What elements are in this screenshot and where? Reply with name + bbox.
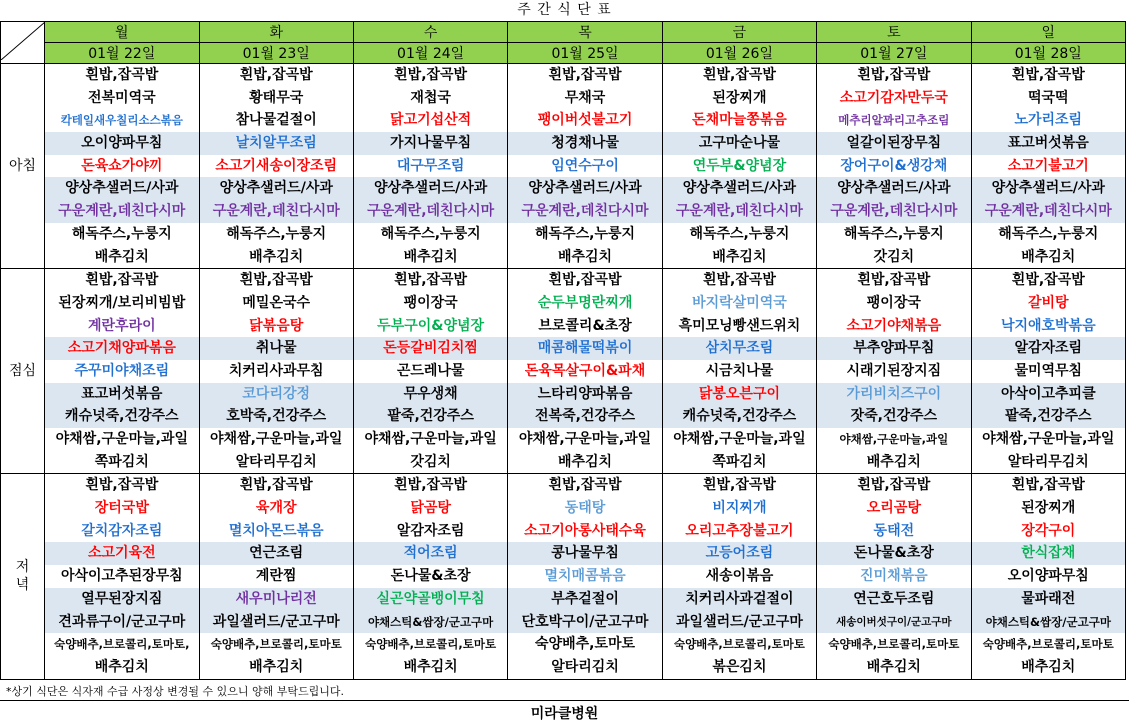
- menu-item: 흰밥,잡곡밥: [1011, 67, 1085, 83]
- menu-cell: [971, 269, 1125, 474]
- day-date: 01월 25일: [508, 43, 662, 64]
- menu-item: 노가리조림: [1014, 112, 1083, 129]
- menu-item: 대구무조림: [396, 157, 465, 174]
- menu-cell: [662, 64, 816, 269]
- menu-item: 배추김치: [249, 248, 304, 265]
- menu-item: 야채쌈,구운마늘,과일: [673, 431, 806, 447]
- menu-item: 얼갈이된장무침: [817, 132, 970, 155]
- menu-item: 떡국떡: [1027, 89, 1069, 106]
- menu-item: 흰밥,잡곡밥: [857, 67, 931, 83]
- menu-item: 배추김치: [712, 248, 767, 265]
- menu-cell: [662, 269, 816, 474]
- menu-item: 숙양배추,브로콜리,토마토: [673, 637, 805, 652]
- menu-item: 고구마순나물: [663, 132, 816, 155]
- menu-item: 느타리양파볶음: [508, 383, 661, 406]
- menu-cell: [817, 269, 971, 474]
- menu-item: 흰밥,잡곡밥: [239, 477, 313, 494]
- menu-item: 쪽파김치: [94, 453, 149, 470]
- page-title: 주 간 식 단 표: [517, 2, 612, 18]
- notice-text: *상기 식단은 식자재 수급 사정상 변경될 수 있으니 양해 부탁드립니다.: [6, 685, 344, 698]
- menu-item: 시래기된장지짐: [846, 362, 942, 379]
- menu-item: 부추양파무침: [817, 337, 970, 360]
- menu-item: 아삭이고추된장무침: [60, 568, 183, 585]
- menu-item: 물파래전: [972, 588, 1125, 611]
- menu-item: 알타리김치: [551, 658, 619, 675]
- menu-item: 실곤약골뱅이무침: [354, 588, 507, 611]
- menu-item: 갓김치: [410, 453, 451, 470]
- menu-item: 부추겉절이: [508, 588, 661, 611]
- menu-item: 야채쌈,구운마늘,과일: [518, 431, 652, 447]
- menu-item: 닭곰탕: [410, 500, 451, 517]
- menu-item: 취나물: [200, 337, 353, 360]
- menu-item: 호박죽,건강주스: [200, 405, 353, 428]
- menu-item: 흰밥,잡곡밥: [548, 477, 622, 494]
- menu-item: 황태무국: [249, 89, 304, 106]
- menu-item: 양상추샐러드/사과: [354, 177, 507, 200]
- menu-item: 삼치무조림: [663, 337, 816, 360]
- menu-item: 오이양파무침: [45, 132, 198, 155]
- menu-item: 견과류구이/군고구마: [45, 611, 198, 634]
- menu-item: 배추김치: [403, 658, 458, 675]
- menu-item: 새송이볶음: [705, 568, 774, 585]
- menu-item: 주꾸미야채조림: [74, 362, 170, 379]
- menu-item: 전복미역국: [88, 89, 156, 106]
- menu-item: 소고기아롱사태수육: [524, 522, 646, 539]
- menu-item: 알타리무김치: [1007, 453, 1089, 470]
- menu-item: 장터국밥: [94, 500, 149, 517]
- menu-item: 적어조림: [354, 542, 507, 565]
- meal-label-text: 저 녁: [15, 559, 30, 594]
- day-name: 목: [508, 22, 662, 43]
- menu-item: 칵테일새우칠리소스볶음: [60, 113, 183, 128]
- menu-item: 동태탕: [564, 500, 606, 517]
- menu-item: 돈육쇼가야끼: [81, 157, 163, 174]
- menu-item: 돈채마늘쫑볶음: [692, 112, 787, 129]
- menu-item: 진미채볶음: [860, 568, 928, 585]
- menu-item: 콩나물무침: [508, 542, 661, 565]
- menu-item: 닭볶음탕: [249, 317, 304, 334]
- menu-item: 임연수구이: [551, 157, 619, 174]
- meal-row: [1, 64, 1126, 269]
- day-name: 월: [45, 22, 199, 43]
- menu-item: 숙양배추,토마토: [535, 636, 636, 653]
- menu-item: 해독주스,누룽지: [689, 225, 790, 242]
- menu-item: 아삭이고추피클: [972, 383, 1125, 406]
- menu-item: 양상추샐러드/사과: [972, 177, 1125, 200]
- menu-cell: [45, 269, 199, 474]
- menu-item: 무채국: [564, 89, 606, 106]
- menu-item: 구운계란,데친다시마: [354, 200, 507, 223]
- menu-item: 배추김치: [403, 248, 458, 265]
- menu-item: 흰밥,잡곡밥: [702, 67, 776, 83]
- meal-row: [1, 474, 1126, 679]
- menu-item: 숙양배추,브로콜리,토마토: [365, 637, 497, 652]
- menu-item: 숙양배추,브로콜리,토마토: [210, 637, 342, 652]
- menu-item: 돈등갈비김치찜: [354, 337, 507, 360]
- menu-item: 메밀온국수: [242, 294, 311, 311]
- menu-item: 야채스틱&쌈장/군고구마: [972, 611, 1125, 634]
- menu-item: 야채쌈,구운마늘,과일: [55, 431, 188, 447]
- menu-cell: [45, 64, 199, 269]
- menu-item: 청경채나물: [508, 132, 661, 155]
- menu-item: 소고기새송이장조림: [215, 157, 338, 174]
- menu-item: 양상추샐러드/사과: [45, 177, 198, 200]
- menu-cell: [971, 64, 1125, 269]
- menu-item: 물미역무침: [1014, 362, 1083, 379]
- menu-item: 표고버섯볶음: [972, 132, 1125, 155]
- menu-item: 흰밥,잡곡밥: [702, 272, 776, 289]
- meal-label-text: 아침: [9, 158, 37, 175]
- menu-item: 소고기육전: [45, 542, 198, 565]
- menu-item: 연근조림: [200, 542, 353, 565]
- menu-item: 장어구이&생강채: [840, 157, 948, 174]
- day-date: 01월 26일: [662, 43, 816, 64]
- menu-item: 야채쌈,구운마늘,과일: [839, 432, 949, 446]
- menu-cell: [817, 474, 971, 679]
- day-name: 토: [817, 22, 971, 43]
- menu-item: 알감자조림: [396, 522, 465, 539]
- meal-row: [1, 269, 1126, 474]
- menu-cell: [353, 269, 507, 474]
- menu-item: 무우생채: [354, 383, 507, 406]
- menu-item: 두부구이&양념장: [377, 317, 485, 334]
- menu-item: 해독주스,누룽지: [535, 225, 636, 242]
- menu-cell: [353, 64, 507, 269]
- menu-item: 배추김치: [866, 658, 921, 675]
- menu-item: 알감자조림: [972, 337, 1125, 360]
- menu-item: 구운계란,데친다시마: [508, 200, 661, 223]
- meal-label: [1, 474, 45, 679]
- menu-item: 흰밥,잡곡밥: [1011, 477, 1085, 494]
- menu-cell: [662, 474, 816, 679]
- meal-label: [1, 269, 45, 474]
- menu-item: 구운계란,데친다시마: [972, 200, 1125, 223]
- menu-item: 갈치감자조림: [81, 522, 163, 539]
- menu-item: 표고버섯볶음: [45, 383, 198, 406]
- menu-item: 흰밥,잡곡밥: [85, 477, 159, 494]
- menu-item: 흰밥,잡곡밥: [394, 272, 468, 289]
- menu-item: 된장찌개: [712, 89, 767, 106]
- menu-item: 배추김치: [866, 453, 921, 470]
- menu-item: 오이양파무침: [1007, 568, 1089, 585]
- menu-item: 오리고추장불고기: [685, 522, 794, 539]
- menu-item: 소고기채양파볶음: [45, 337, 198, 360]
- menu-item: 팽이장국: [866, 294, 921, 311]
- menu-item: 새송이버섯구이/군고구마: [817, 611, 970, 634]
- menu-item: 순두부명란찌개: [537, 294, 633, 311]
- menu-item: 바지락살미역국: [692, 294, 787, 311]
- menu-item: 팽이버섯불고기: [537, 112, 633, 129]
- menu-cell: [971, 474, 1125, 679]
- day-name: 수: [353, 22, 507, 43]
- menu-item: 돈나물&초장: [817, 542, 970, 565]
- corner-diagonal-icon: [1, 22, 45, 60]
- menu-item: 알타리무김치: [235, 453, 317, 470]
- menu-item: 전복죽,건강주스: [508, 405, 661, 428]
- menu-item: 소고기야채볶음: [846, 317, 942, 334]
- menu-cell: [508, 474, 662, 679]
- menu-item: 양상추샐러드/사과: [817, 177, 970, 200]
- menu-item: 동태전: [873, 522, 915, 539]
- menu-item: 숙양배추,브로콜리,토마토,: [54, 637, 190, 652]
- menu-item: 양상추샐러드/사과: [508, 177, 661, 200]
- menu-item: 소고기감자만두국: [839, 89, 948, 106]
- menu-item: 매콤해물떡볶이: [508, 337, 661, 360]
- menu-item: 치커리사과겉절이: [663, 588, 816, 611]
- menu-item: 팽이장국: [403, 294, 458, 311]
- menu-item: 브로콜리&초장: [538, 317, 632, 334]
- menu-item: 소고기불고기: [1007, 157, 1089, 174]
- menu-item: 단호박구이/군고구마: [508, 611, 661, 634]
- menu-item: 배추김치: [249, 658, 304, 675]
- menu-item: 잣죽,건강주스: [817, 405, 970, 428]
- menu-item: 메추리알꽈리고추조림: [838, 113, 950, 128]
- menu-item: 해독주스,누룽지: [226, 225, 327, 242]
- menu-item: 멸치아몬드볶음: [228, 522, 324, 539]
- menu-item: 오리곰탕: [866, 500, 921, 517]
- menu-item: 숙양배추,브로콜리,토마토: [828, 637, 960, 652]
- menu-item: 흰밥,잡곡밥: [85, 67, 159, 83]
- menu-item: 흰밥,잡곡밥: [548, 67, 622, 83]
- menu-item: 흰밥,잡곡밥: [394, 67, 468, 83]
- menu-item: 구운계란,데친다시마: [200, 200, 353, 223]
- menu-item: 계란후라이: [88, 317, 156, 334]
- menu-item: 날치알무조림: [200, 132, 353, 155]
- menu-item: 열무된장지짐: [45, 588, 198, 611]
- menu-item: 배추김치: [557, 248, 613, 265]
- menu-item: 흰밥,잡곡밥: [239, 272, 313, 289]
- menu-item: 흰밥,잡곡밥: [85, 272, 159, 289]
- menu-cell: [199, 64, 353, 269]
- menu-item: 닭봉오븐구이: [663, 383, 816, 406]
- menu-cell: [353, 474, 507, 679]
- day-date: 01월 28일: [971, 43, 1125, 64]
- menu-item: 가지나물무침: [354, 132, 507, 155]
- menu-item: 흑미모닝빵샌드위치: [678, 317, 801, 334]
- menu-item: 재첩국: [410, 89, 451, 106]
- menu-item: 양상추샐러드/사과: [663, 177, 816, 200]
- menu-item: 숙양배추,브로콜리,토마토: [982, 637, 1114, 652]
- menu-item: 흰밥,잡곡밥: [857, 477, 931, 494]
- menu-item: 흰밥,잡곡밥: [857, 272, 931, 289]
- day-name: 금: [662, 22, 816, 43]
- day-date: 01월 23일: [199, 43, 353, 64]
- day-date: 01월 27일: [817, 43, 971, 64]
- menu-item: 갈비탕: [1027, 294, 1069, 311]
- corner-cell: [1, 22, 45, 64]
- menu-item: 장각구이: [1021, 522, 1076, 539]
- menu-item: 과일샐러드/군고구마: [663, 611, 816, 634]
- meal-label: [1, 64, 45, 269]
- menu-item: 배추김치: [94, 658, 149, 675]
- menu-item: 볶은김치: [712, 658, 767, 675]
- menu-item: 된장찌개/보리비빔밥: [58, 294, 186, 311]
- hospital-name: 미라클병원: [0, 700, 1129, 727]
- menu-item: 배추김치: [1021, 248, 1076, 265]
- menu-item: 야채스틱&쌈장/군고구마: [354, 611, 507, 634]
- menu-item: 캐슈넛죽,건강주스: [663, 405, 816, 428]
- menu-item: 구운계란,데친다시마: [817, 200, 970, 223]
- menu-item: 가리비치즈구이: [817, 383, 970, 406]
- menu-item: 해독주스,누룽지: [380, 225, 481, 242]
- menu-item: 연근호두조림: [817, 588, 970, 611]
- menu-item: 코다리강정: [200, 383, 353, 406]
- menu-item: 해독주스,누룽지: [71, 225, 172, 242]
- menu-item: 캐슈넛죽,건강주스: [45, 405, 198, 428]
- menu-item: 고등어조림: [663, 542, 816, 565]
- menu-cell: [45, 474, 199, 679]
- menu-item: 과일샐러드/군고구마: [200, 611, 353, 634]
- menu-item: 곤드레나물: [396, 362, 465, 379]
- date-header-row: [1, 43, 1126, 64]
- menu-item: 흰밥,잡곡밥: [1011, 272, 1085, 289]
- menu-item: 해독주스,누룽지: [998, 225, 1099, 242]
- menu-item: 치커리사과무침: [228, 362, 324, 379]
- menu-item: 야채쌈,구운마늘,과일: [364, 431, 497, 447]
- menu-cell: [508, 269, 662, 474]
- menu-item: 야채쌈,구운마늘,과일: [982, 431, 1115, 447]
- menu-item: 구운계란,데친다시마: [45, 200, 198, 223]
- menu-item: 육개장: [255, 500, 297, 517]
- menu-item: 멸치매콤볶음: [544, 568, 626, 585]
- meal-label-text: 점심: [9, 363, 37, 380]
- menu-item: 흰밥,잡곡밥: [239, 67, 313, 83]
- menu-cell: [199, 474, 353, 679]
- day-date: 01월 22일: [45, 43, 199, 64]
- menu-item: 배추김치: [94, 248, 149, 265]
- menu-item: 팥죽,건강주스: [354, 405, 507, 428]
- menu-table: [0, 21, 1126, 680]
- menu-item: 닭고기섭산적: [390, 112, 472, 129]
- menu-item: 연두부&양념장: [692, 157, 787, 174]
- day-name: 화: [199, 22, 353, 43]
- menu-item: 양상추샐러드/사과: [200, 177, 353, 200]
- menu-item: 쪽파김치: [712, 453, 767, 470]
- menu-item: 한식잡채: [972, 542, 1125, 565]
- menu-item: 돈육목살구이&파채: [524, 362, 646, 379]
- menu-item: 돈나물&초장: [390, 568, 471, 585]
- menu-item: 계란찜: [255, 568, 297, 585]
- menu-item: 배추김치: [557, 453, 613, 470]
- menu-item: 팥죽,건강주스: [972, 405, 1125, 428]
- menu-cell: [508, 64, 662, 269]
- menu-cell: [817, 64, 971, 269]
- menu-item: 비지찌개: [712, 500, 767, 517]
- menu-cell: [199, 269, 353, 474]
- menu-item: 낙지애호박볶음: [1000, 317, 1096, 334]
- menu-item: 흰밥,잡곡밥: [394, 477, 468, 494]
- menu-item: 시금치나물: [705, 362, 774, 379]
- menu-item: 참나물겉절이: [235, 112, 317, 129]
- menu-item: 구운계란,데친다시마: [663, 200, 816, 223]
- menu-item: 배추김치: [1021, 658, 1076, 675]
- menu-item: 흰밥,잡곡밥: [548, 272, 622, 289]
- day-header-row: [1, 22, 1126, 43]
- menu-item: 흰밥,잡곡밥: [702, 477, 776, 494]
- day-name: 일: [971, 22, 1125, 43]
- menu-item: 된장찌개: [1021, 500, 1076, 517]
- day-date: 01월 24일: [353, 43, 507, 64]
- menu-item: 해독주스,누룽지: [843, 225, 944, 242]
- menu-item: 야채쌈,구운마늘,과일: [210, 431, 343, 447]
- menu-item: 새우미나리전: [200, 588, 353, 611]
- menu-item: 갓김치: [873, 248, 915, 265]
